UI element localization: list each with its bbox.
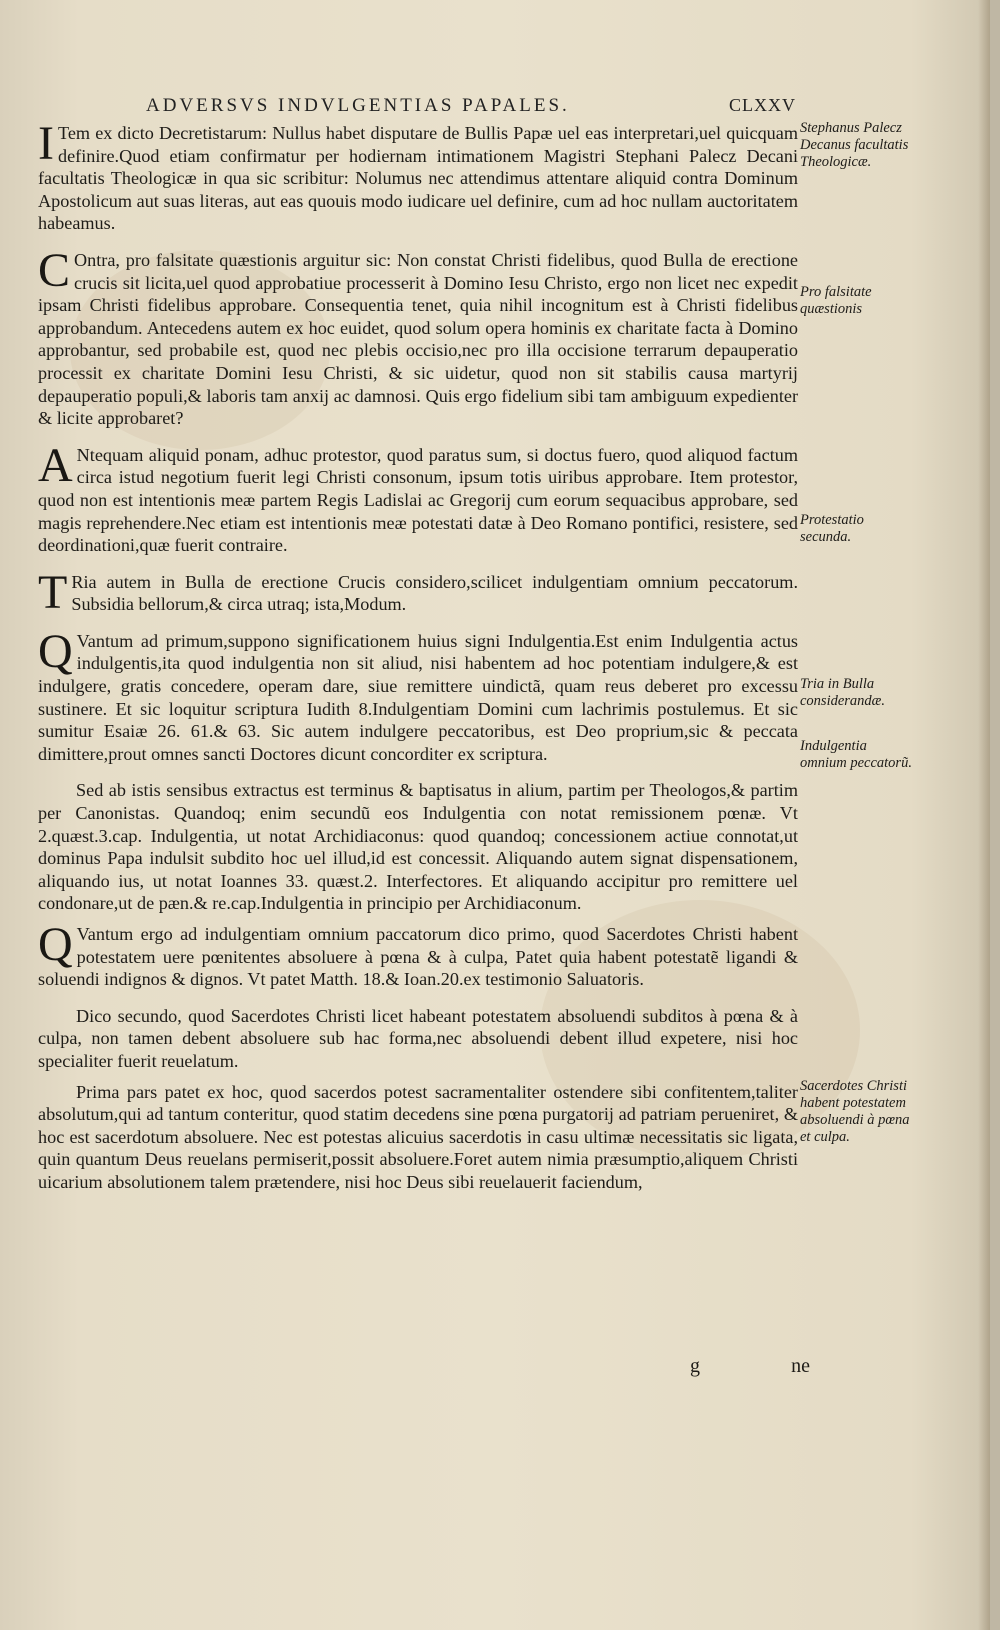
main-text-column [38, 117, 798, 1202]
paragraph-text: Ontra, pro falsitate quæstionis arguitur sic: Non constat Christi fidelibus, quod Bulla de erectione crucis sit licita,uel quod approbatiue processerit à Domino Iesu Christo, ergo non licet nec expedit ipsam Christi fidelibus approbare. Consequentia tenet, quia nihil incognitum est à Christi fidelibus approbandum. Antecedens autem ex hoc euidet, quod solum opera hominis ex charitate facta à Domino approbantur, sed probabile est, quod nec plebis occisio,nec pro illa occisione terrarum depauperatio processit ex charitate Domini Iesu Christi, & sic uidetur, quod non sit stabilis causa martyrij depauperatio populi,& laboris tam anxij ac damnosi. Quis ergo fidelium sibi tam ambiguum expedienter & licite approbaret? [38, 249, 798, 429]
paragraph-text: Vantum ad primum,suppono significationem huius signi Indulgentia.Est enim Indulgentia actus indulgentis,ita quod indulgentia non sit aliud, nisi habentem ad hoc potentiam indulgere,& est indulgere, gratis concedere, operam dare, siue remittere uindictã, quam reus deberet pro excessu sustinere. Et sic loquitur scriptura Iudith 8.Indulgentiam Domini cum lachrimis postulemus. Et sic sumitur Esaiæ 26. 61.& 63. Sic autem indulgere peccatoribus, est Deo proprium,sic & peccata dimittere,prout omnes sancti Doctores dicunt concorditer ex scriptura. [38, 630, 798, 764]
marginal-note: Indulgentia omnium peccatorũ. [800, 738, 912, 771]
paragraph-text: Sed ab istis sensibus extractus est terminus & baptisatus in alium, partim per Theologos,& partim per Canonistas. Quandoq; enim secundũ eos Indulgentia con notat remissionem pœnæ. Vt 2.quæst.3.cap. Indulgentia, ut notat Archidiaconus: quod quandoq; concessionem actiue connotat,ut dominus Papa indulsit subdito hoc uel illud,id est concessit. Aliquando autem signat dispensationem, aliquando ius, ut notat Ioannes 33. quæst.2. Interfectores. Et aliquando accipitur pro remittere uel condonare,ut de pæn.& re.cap.Indulgentia in principio per Archidiaconum. [38, 780, 798, 914]
folio-number: CLXXV [729, 95, 796, 115]
paragraph [38, 565, 798, 619]
paragraph-text: Prima pars patet ex hoc, quod sacerdos potest sacramentaliter ostendere sibi confitentem,taliter absolutum,qui ad tantum conteritur, quod statim decedens sine pœna purgatorij ad patriam perueniret, & hoc est sacerdotum absoluere. Nec est potestas alicuius sacerdotis in casu ultimæ necessitatis sic ligata, quin quantum Deus reuelans permiserit,possit absoluere.Foret autem nimia præsumptio,aliquem Christi uicarium absolutionem talem prætendere, nisi hoc Deus sibi reuelauerit faciendum, [38, 1081, 798, 1192]
signature-mark: g [690, 1355, 700, 1377]
paragraph-text: Ntequam aliquid ponam, adhuc protestor, quod paratus sum, si doctus fuero, quod aliquod factum circa istud negotium fuerit legi Christi consonum, ipsum totis uiribus approbare. Item protestor, quod non est intentionis meæ partem Regis Ladislai ac Gregorij cum eorum sequacibus approbare, sed magis reprehendere.Nec etiam est intentionis meæ potestati datæ à Deo Romano pontifici, resistere, sed deordinationi,quæ fuerit contraire. [38, 444, 798, 556]
paragraph-text: Dico secundo, quod Sacerdotes Christi licet habeant potestatem absoluendi subditos à pœna & à culpa, non tamen debent absoluere sub hac forma,nec absoluendi debent illud expetere, nisi hoc specialiter fuerit reuelatum. [38, 1005, 798, 1071]
marginal-note: Stephanus Palecz Decanus facultatis Theologicæ. [800, 120, 909, 170]
paragraph [38, 624, 798, 766]
paragraph [38, 1005, 798, 1073]
paragraph-text: Ria autem in Bulla de erectione Crucis considero,scilicet indulgentiam omnium peccatorum. Subsidia bellorum,& circa utraq; ista,Modum. [71, 571, 798, 615]
initial-letter: A [38, 438, 73, 492]
marginal-note: Protestatio secunda. [800, 512, 864, 545]
paragraph [38, 918, 798, 991]
marginal-note: Pro falsitate quæstionis [800, 284, 872, 317]
paragraph-text: Vantum ergo ad indulgentiam omnium paccatorum dico primo, quod Sacerdotes Christi habent potestatem uere pœnitentes absoluere à pœna & à culpa, Patet quia habent potestatẽ ligandi & soluendi indignos & dignos. Vt patet Matth. 18.& Ioan.20.ex testimonio Saluatoris. [38, 924, 798, 990]
paragraph [38, 438, 798, 557]
page-footer [690, 1355, 810, 1381]
paragraph [38, 243, 798, 430]
catchword: ne [791, 1355, 810, 1377]
paragraph [38, 117, 798, 235]
initial-letter: I [38, 117, 54, 170]
initial-letter: Q [38, 918, 73, 971]
paragraph [38, 779, 798, 915]
initial-letter: T [38, 565, 68, 619]
marginal-note: Tria in Bulla considerandæ. [800, 676, 885, 709]
initial-letter: Q [38, 624, 73, 678]
running-title: ADVERSVS INDVLGENTIAS PAPALES. [146, 95, 570, 116]
initial-letter: C [38, 243, 71, 297]
paragraph-text: Tem ex dicto Decretistarum: Nullus habet disputare de Bullis Papæ uel eas interpretari,uel quicquam definire.Quod etiam confirmatur per hodiernam intimationem Magistri Stephani Palecz Decani facultatis Theologicæ in qua sic scribitur: Nolumus nec attendimus attentare aliquid contra Dominum Apostolicum aut suas literas, aut eas quouis modo iudicare uel definire, cum ad hoc nullam auctoritatem habeamus. [38, 123, 798, 234]
running-header [146, 95, 796, 119]
paragraph [38, 1081, 798, 1194]
marginal-note: Sacerdotes Christi habent potestatem absoluendi à pœna et culpa. [800, 1078, 910, 1145]
